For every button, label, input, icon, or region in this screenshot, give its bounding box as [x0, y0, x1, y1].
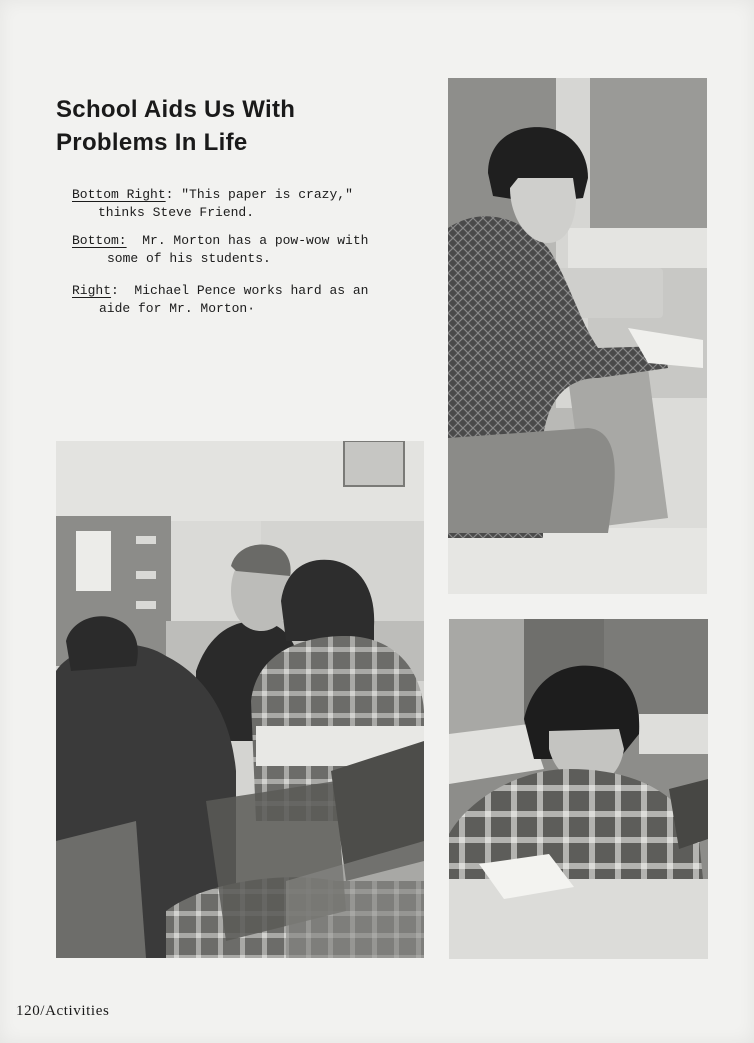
photo-student-aide-image [448, 78, 707, 594]
caption-label: Right [72, 283, 112, 298]
photo-student-reading [449, 619, 708, 959]
caption-bottom-right [72, 186, 402, 222]
photo-student-aide [448, 78, 707, 594]
caption-bottom [72, 232, 402, 268]
caption-label: Bottom: [72, 233, 127, 248]
headline-line-2: Problems In Life [56, 129, 248, 156]
page-headline [56, 93, 376, 159]
caption-separator: : [165, 187, 174, 202]
headline-line-1: School Aids Us With [56, 96, 296, 123]
caption-separator: : [111, 283, 119, 298]
photo-teacher-students-image [56, 441, 424, 958]
caption-text: "This paper is crazy," [173, 187, 353, 202]
caption-right [72, 282, 402, 318]
caption-text-continued: aide for Mr. Morton· [99, 301, 256, 316]
photo-student-reading-image [449, 619, 708, 959]
caption-text: Michael Pence works hard as an [118, 283, 369, 298]
caption-text: Mr. Morton has a pow-wow with [126, 233, 369, 248]
caption-text-continued: some of his students. [107, 251, 271, 266]
photo-teacher-students [56, 441, 424, 958]
caption-text-continued: thinks Steve Friend. [98, 205, 255, 220]
page-folio: 120/Activities [16, 1003, 110, 1019]
caption-label: Bottom Right [72, 187, 166, 202]
